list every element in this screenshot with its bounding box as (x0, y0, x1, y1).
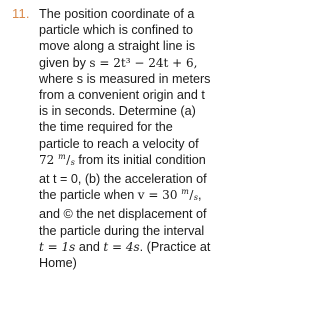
unit-seconds-subscript: s (70, 157, 75, 167)
question-line-15 (39, 239, 262, 255)
text-given-by: given by (39, 55, 86, 70)
question-line-7: is in seconds. Determine (a) (39, 104, 196, 119)
question-item (12, 6, 262, 271)
question-line-9: particle to reach a velocity of (39, 136, 199, 151)
question-line-8: the time required for the (39, 120, 173, 135)
question-line-4 (39, 55, 262, 71)
text-from-initial: from its initial condition (78, 152, 206, 167)
unit-meters-superscript: m (58, 151, 66, 161)
question-line-5: where s is measured in meters (39, 71, 211, 86)
unit-slash-2: / (189, 188, 194, 203)
comma: , (198, 188, 202, 203)
text-and: and (78, 239, 100, 254)
question-line-11: at t = 0, (b) the acceleration of (39, 172, 207, 187)
velocity-30-number: v = 30 (137, 188, 178, 203)
question-line-3: move along a straight line is (39, 39, 196, 54)
interval-end: t = 4s (103, 239, 140, 254)
question-line-14: the particle during the interval (39, 223, 205, 238)
position-equation: s = 2t³ − 24t + 6, (89, 55, 198, 70)
unit-slash: / (66, 152, 71, 167)
question-text (39, 6, 262, 271)
velocity-value-30 (138, 188, 198, 202)
velocity-value-72 (39, 153, 75, 167)
question-line-2: particle which is confined to (39, 23, 194, 38)
unit-seconds-subscript-2: s (193, 193, 199, 203)
question-line-12 (39, 187, 262, 206)
interval-start: t = 1s (39, 239, 76, 254)
unit-meters-superscript-2: m (181, 187, 189, 197)
question-line-10 (39, 152, 262, 171)
velocity-72-number: 72 (39, 152, 55, 167)
question-line-16: Home) (39, 256, 77, 271)
question-line-6: from a convenient origin and t (39, 88, 205, 103)
text-particle-when: the particle when (39, 188, 135, 203)
question-line-13: and © the net displacement of (39, 207, 207, 222)
question-line-1: The position coordinate of a (39, 7, 195, 21)
question-number: 11. (12, 6, 30, 21)
text-practice-at: . (Practice at (139, 239, 211, 254)
